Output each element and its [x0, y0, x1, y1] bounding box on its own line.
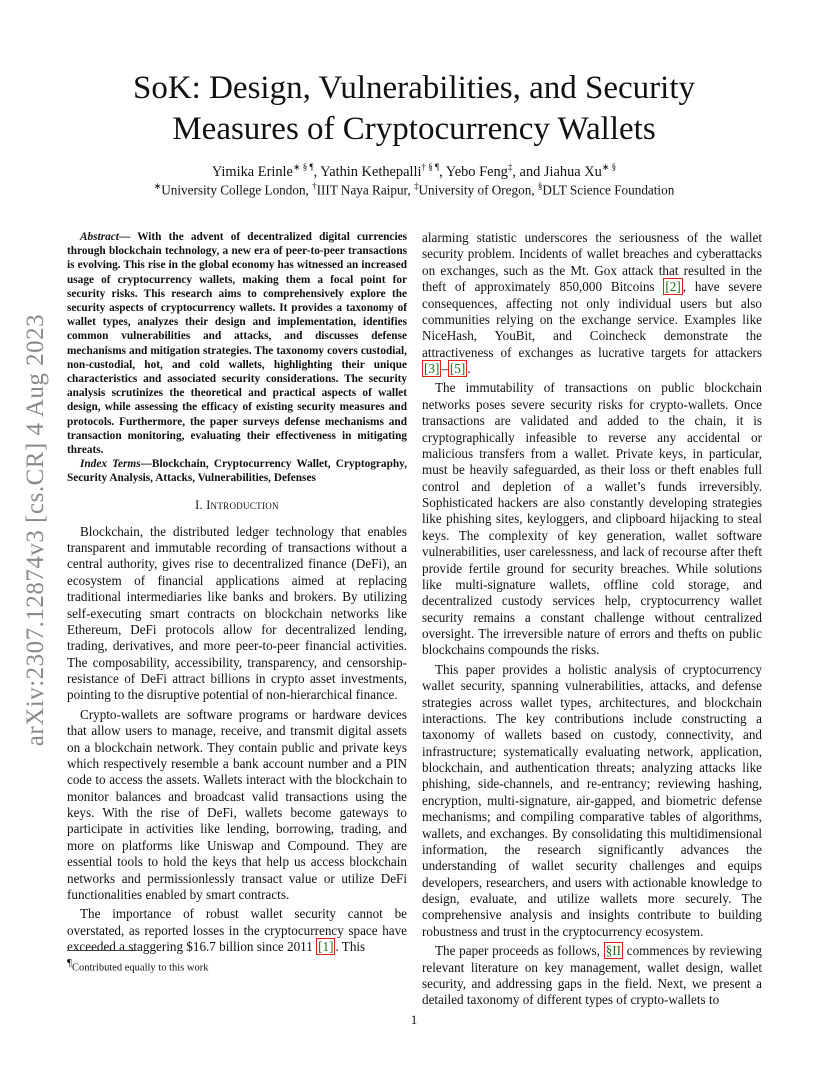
affil-3: University of Oregon, [418, 182, 538, 198]
right-paragraph-4 [422, 943, 762, 1009]
arxiv-identifier [14, 300, 58, 760]
intro-paragraph-3-text: The importance of robust wallet security cannot be overstated, as reported losses in the cryptocurrency space have exceeded a staggering $16.7 billion since 2011 [67, 906, 407, 955]
right-paragraph-4-text: The paper proceeds as follows, [435, 943, 604, 959]
affil-mark-4: § [537, 181, 543, 191]
right-paragraph-1-text: alarming statistic underscores the seriousness of the wallet security problem. Incidents of wallet breaches and cyberattacks on exchanges, such as the Mt. Gox attack that resulted in the theft of approximately 850,000 Bitcoins [422, 230, 762, 295]
citation-link-5[interactable]: [5] [449, 361, 466, 376]
affil-mark-2: † [312, 181, 317, 191]
paper-title [0, 68, 828, 150]
footnote [67, 957, 208, 974]
footnote-mark: ¶ [67, 957, 72, 969]
author-2: , Yathin Kethepalli [313, 163, 422, 180]
affiliations [0, 181, 828, 198]
right-column [422, 230, 762, 1012]
affil-1: University College London, [161, 182, 313, 198]
author-1: Yimika Erinle [211, 163, 293, 180]
right-paragraph-1-end: . [467, 361, 471, 376]
right-paragraph-3: This paper provides a holistic analysis of cryptocurrency wallet security, spanning vulnerabilities, attacks, and defense strategies across wallet types, architectures, and blockchain interactions. The key contributions include constructing a taxonomy of wallets based on custody, connectivity, and infrastructure; systematically evaluating network, application, blockchain, and authentication threats; analyzing attacks like phishing, side-channels, and re-entrancy; reviewing hashing, encryption, multi-signature, air-gapped, and biometric defense mechanisms; and compiling comparative tables of algorithms, wallets, and exchanges. By consolidating this multidimensional information, the research significantly advances the understanding of wallet security challenges and equips developers, researchers, and users with actionable knowledge to design, evaluate, and utilize wallets more securely. The comprehensive analysis and insights contribute to building robustness and trust in the cryptocurrency ecosystem. [422, 661, 762, 939]
author-3: , Yebo Feng [439, 163, 508, 180]
citation-link-2[interactable]: [2] [665, 279, 681, 295]
footnote-rule [67, 950, 137, 951]
intro-paragraph-2: Crypto-wallets are software programs or hardware devices that allow users to manage, receive, and transmit digital assets on a blockchain network. They contain public and private keys which respectively resemble a bank account number and a PIN code to access the assets. Wallets interact with the blockchain to monitor balances and broadcast valid transactions using the keys. With the rise of DeFi, wallets become gateways to participate in activities like lending, borrowing, trading, and more on platforms like Uniswap and Compound. They are essential tools to hold the keys that help us access blockchain networks and permissionlessly transact value or utilize DeFi functionalities enabled by smart contracts. [67, 706, 407, 902]
arxiv-id-text: arXiv:2307.12874v3 [cs.CR] 4 Aug 2023 [22, 313, 49, 747]
affil-mark-3: ‡ [414, 181, 419, 191]
title-line-2: Measures of Cryptocurrency Wallets [172, 111, 656, 147]
author-1-marks: ∗ § ¶ [292, 162, 314, 172]
right-paragraph-4-tail: commences by reviewing relevant literature on key management, wallet design, wallet security, and addressing gaps in the field. Next, we present a detailed taxonomy of different types of crypto-wallets to [422, 943, 762, 1008]
affil-4: DLT Science Foundation [542, 182, 675, 198]
index-terms-text: —Blockchain, Cryptocurrency Wallet, Cryptography, Security Analysis, Attacks, Vulnerabilities, Defenses [67, 458, 407, 485]
intro-paragraph-1: Blockchain, the distributed ledger technology that enables transparent and immutable recording of transactions without a central authority, gives rise to decentralized finance (DeFi), an ecosystem of financial applications aimed at replacing traditional intermediaries like banks and brokers. By utilizing self-executing smart contracts on blockchain networks like Ethereum, DeFi protocols allow for decentralized lending, trading, derivatives, and more peer-to-peer financial activities. The composability, accessibility, transparency, and censorship-resistance of DeFi attract billions in crypto asset investments, pointing to the disruptive potential of non-hierarchical finance. [67, 523, 407, 703]
citation-link-1[interactable]: [1] [318, 939, 334, 955]
abstract [67, 230, 407, 457]
right-paragraph-1 [422, 230, 762, 377]
affil-mark-1: ∗ [153, 181, 162, 191]
citation-link-3[interactable]: [3] [424, 361, 440, 376]
section-heading-text: I. Introduction [195, 497, 279, 512]
author-4: , and Jiahua Xu [512, 163, 602, 180]
section-link-2[interactable]: §II [605, 943, 622, 959]
intro-paragraph-3-tail: . This [335, 939, 366, 955]
abstract-label: Abstract [80, 231, 119, 243]
author-list [0, 162, 828, 181]
left-column [67, 230, 407, 958]
footnote-text: Contributed equally to this work [71, 962, 209, 974]
author-4-marks: ∗ § [601, 162, 617, 172]
right-paragraph-2: The immutability of transactions on public blockchain networks poses severe security risks for crypto-wallets. Once transactions are validated and added to the chain, it is cryptographically infeasible to reverse any accidental or malicious transfers from a wallet. Private keys, in particular, must be heavily safeguarded, as their loss or theft enables full control and depletion of a wallet’s funds irreversibly. Sophisticated hackers are also constantly developing strategies like phishing sites, keyloggers, and clipboard hijacking to steal keys. The complexity of key generation, wallet software vulnerabilities, user carelessness, and lack of recourse after theft provide fertile ground for security breaches. While solutions like multi-signature wallets, offline cold storage, and decentralized custody services help, cryptocurrency wallet security remains a constant challenge without centralized oversight. The irreversible nature of errors and thefts on public blockchains compounds the risks. [422, 380, 762, 658]
author-2-marks: † § ¶ [421, 162, 440, 172]
section-heading-introduction [67, 498, 407, 513]
index-terms-label: Index Terms [80, 458, 141, 471]
affil-2: IIIT Naya Raipur, [316, 182, 415, 198]
citation-dash: – [441, 361, 448, 376]
index-terms [67, 457, 407, 485]
abstract-text: — With the advent of decentralized digital currencies through blockchain technology, a new era of peer-to-peer transactions is evolving. This rise in the global economy has witnessed an increased usage of cryptocurrency wallets, making them a focal point for security risks. This research aims to comprehensively explore the security aspects of cryptocurrency wallets. It provides a taxonomy of wallet types, analyzes their design and implementation, identifies common vulnerabilities and attacks, and discusses defense mechanisms and mitigation strategies. The taxonomy covers custodial, non-custodial, hot, and cold wallets, highlighting their unique characteristics and associated security considerations. The security analysis scrutinizes the theoretical and practical aspects of wallet design, while assessing the efficacy of existing security measures and protocols. Furthermore, the paper surveys defense mechanisms and transaction monitoring, evaluating their effectiveness in mitigating threats. [67, 231, 407, 457]
right-paragraph-1-mid: , have severe consequences, affecting not only individual users but also communities relying on the exchange service. Examples like NiceHash, YouBit, and Coincheck demonstrate the attractiveness of exchanges as lucrative targets for attackers [422, 279, 762, 360]
title-line-1: SoK: Design, Vulnerabilities, and Security [133, 70, 695, 106]
author-3-marks: ‡ [507, 162, 513, 172]
intro-paragraph-3 [67, 906, 407, 955]
page-number: 1 [410, 1012, 418, 1027]
